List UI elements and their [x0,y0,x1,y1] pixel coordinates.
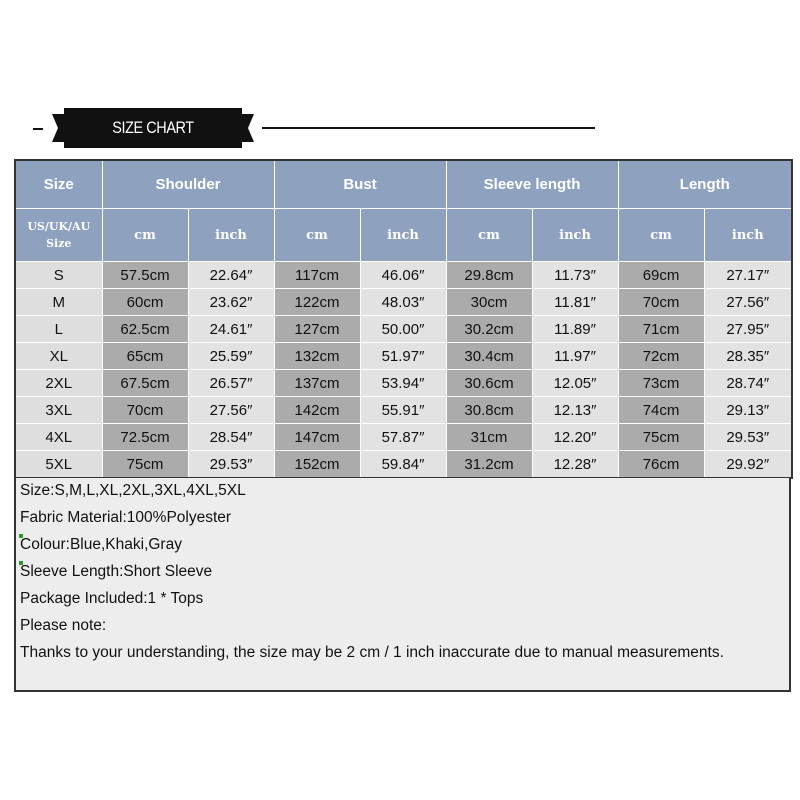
sleeve-cm-cell: 30.6cm [446,370,532,397]
bust-inch-cell: 50.00″ [360,316,446,343]
bust-inch-cell: 55.91″ [360,397,446,424]
shoulder-cm-cell: 60cm [102,289,188,316]
sleeve-inch-cell: 11.73″ [532,262,618,289]
shoulder-inch-cell: 23.62″ [188,289,274,316]
sleeve-inch-cell: 11.89″ [532,316,618,343]
shoulder-inch-cell: 24.61″ [188,316,274,343]
size-label: Size [46,237,72,250]
shoulder-inch-cell: 27.56″ [188,397,274,424]
length-cm-cell: 76cm [618,451,704,479]
table-row [15,424,792,451]
sleeve-inch-cell: 11.81″ [532,289,618,316]
col-header-shoulder: Shoulder [102,160,274,209]
col-header-size: Size [15,160,102,209]
size-cell: XL [15,343,102,370]
sleeve-inch-cell: 12.05″ [532,370,618,397]
unit-cm: cm [274,209,360,262]
table-row [15,289,792,316]
bust-cm-cell: 127cm [274,316,360,343]
size-table [14,159,793,479]
bust-inch-cell: 57.87″ [360,424,446,451]
sleeve-cm-cell: 30.2cm [446,316,532,343]
bust-inch-cell: 46.06″ [360,262,446,289]
shoulder-cm-cell: 67.5cm [102,370,188,397]
length-cm-cell: 71cm [618,316,704,343]
table-row [15,262,792,289]
length-cm-cell: 74cm [618,397,704,424]
sleeve-cm-cell: 31cm [446,424,532,451]
size-region-header [15,209,102,262]
note-package: Package Included:1 * Tops [20,590,204,607]
bust-cm-cell: 117cm [274,262,360,289]
page-title: SIZE CHART [112,118,194,137]
table-row [15,370,792,397]
length-inch-cell: 28.35″ [704,343,792,370]
sleeve-inch-cell: 12.13″ [532,397,618,424]
size-cell: 3XL [15,397,102,424]
col-header-length: Length [618,160,792,209]
unit-inch: inch [704,209,792,262]
length-cm-cell: 75cm [618,424,704,451]
col-header-sleeve-length: Sleeve length [446,160,618,209]
shoulder-inch-cell: 29.53″ [188,451,274,479]
sleeve-cm-cell: 31.2cm [446,451,532,479]
length-inch-cell: 27.95″ [704,316,792,343]
bust-cm-cell: 152cm [274,451,360,479]
unit-inch: inch [360,209,446,262]
table-row [15,397,792,424]
size-cell: 2XL [15,370,102,397]
size-cell: L [15,316,102,343]
bust-cm-cell: 147cm [274,424,360,451]
size-region-label: US/UK/AU [27,220,91,233]
unit-cm: cm [446,209,532,262]
size-chart-header [0,100,800,156]
note-colour: Colour:Blue,Khaki,Gray [20,536,182,553]
header-dash [33,128,43,130]
sleeve-cm-cell: 30.4cm [446,343,532,370]
sleeve-cm-cell: 30cm [446,289,532,316]
shoulder-cm-cell: 57.5cm [102,262,188,289]
note-fabric: Fabric Material:100%Polyester [20,509,232,526]
bust-inch-cell: 59.84″ [360,451,446,479]
table-row [15,316,792,343]
header-rule [262,127,595,129]
size-cell: 5XL [15,451,102,479]
shoulder-inch-cell: 26.57″ [188,370,274,397]
note-disclaimer: Thanks to your understanding, the size may be 2 cm / 1 inch inaccurate due to manual measurements. [20,644,724,661]
group-header-row [15,160,792,209]
bust-inch-cell: 51.97″ [360,343,446,370]
bust-cm-cell: 122cm [274,289,360,316]
shoulder-inch-cell: 28.54″ [188,424,274,451]
table-row [15,343,792,370]
length-cm-cell: 73cm [618,370,704,397]
length-cm-cell: 70cm [618,289,704,316]
length-cm-cell: 69cm [618,262,704,289]
note-sleeve-length: Sleeve Length:Short Sleeve [20,563,213,580]
sleeve-inch-cell: 11.97″ [532,343,618,370]
bust-cm-cell: 142cm [274,397,360,424]
size-cell: M [15,289,102,316]
unit-header-row [15,209,792,262]
size-table-container [14,159,791,479]
length-inch-cell: 29.92″ [704,451,792,479]
sleeve-cm-cell: 30.8cm [446,397,532,424]
table-row [15,451,792,479]
length-inch-cell: 27.56″ [704,289,792,316]
size-cell: 4XL [15,424,102,451]
shoulder-cm-cell: 75cm [102,451,188,479]
unit-inch: inch [532,209,618,262]
note-sizes: Size:S,M,L,XL,2XL,3XL,4XL,5XL [20,482,246,499]
product-notes [14,478,791,692]
bust-inch-cell: 48.03″ [360,289,446,316]
length-cm-cell: 72cm [618,343,704,370]
shoulder-cm-cell: 72.5cm [102,424,188,451]
title-ribbon [52,108,254,148]
bust-cm-cell: 137cm [274,370,360,397]
length-inch-cell: 29.13″ [704,397,792,424]
length-inch-cell: 29.53″ [704,424,792,451]
unit-cm: cm [102,209,188,262]
length-inch-cell: 27.17″ [704,262,792,289]
length-inch-cell: 28.74″ [704,370,792,397]
shoulder-inch-cell: 22.64″ [188,262,274,289]
sleeve-cm-cell: 29.8cm [446,262,532,289]
note-please-note: Please note: [20,617,107,634]
shoulder-cm-cell: 70cm [102,397,188,424]
sleeve-inch-cell: 12.28″ [532,451,618,479]
shoulder-cm-cell: 65cm [102,343,188,370]
unit-inch: inch [188,209,274,262]
bust-inch-cell: 53.94″ [360,370,446,397]
shoulder-inch-cell: 25.59″ [188,343,274,370]
sleeve-inch-cell: 12.20″ [532,424,618,451]
bust-cm-cell: 132cm [274,343,360,370]
shoulder-cm-cell: 62.5cm [102,316,188,343]
unit-cm: cm [618,209,704,262]
col-header-bust: Bust [274,160,446,209]
size-cell: S [15,262,102,289]
